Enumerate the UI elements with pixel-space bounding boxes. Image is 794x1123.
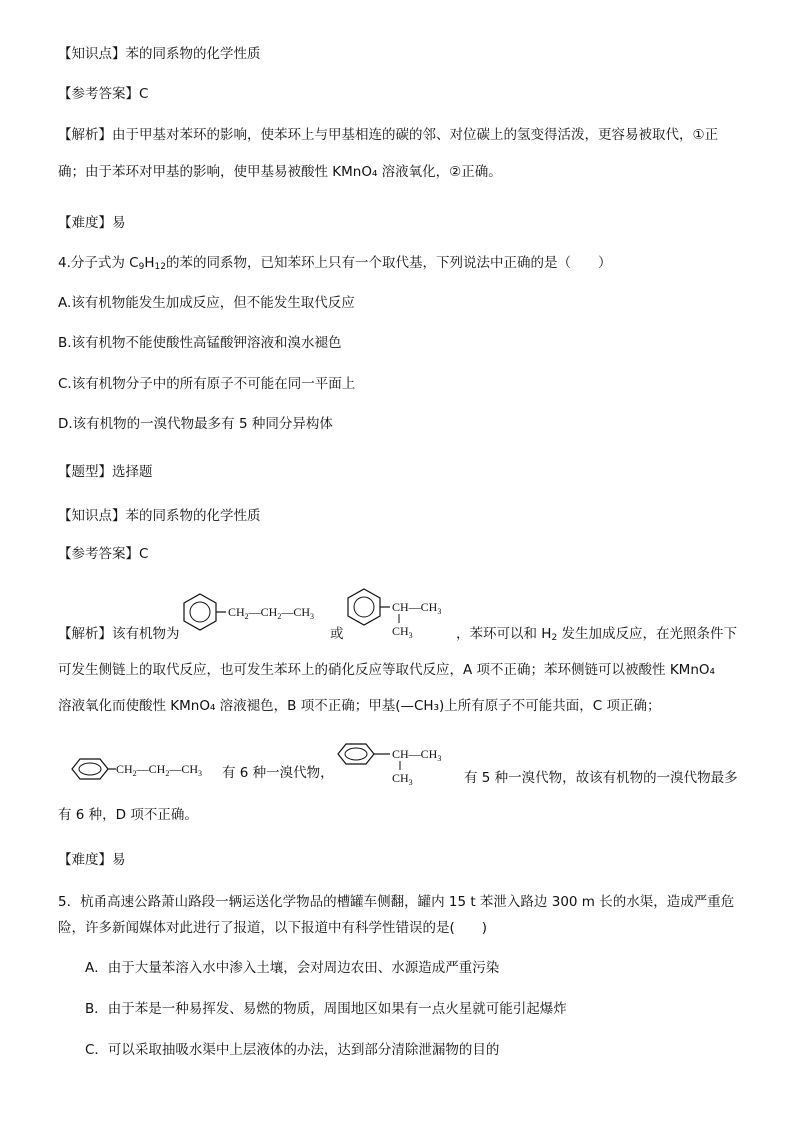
analysis-line-3: 溶液氧化而使酸性 KMnO₄ 溶液褪色，B 项不正确；甲基(—CH₃)上所有原子不可能共面，C 项正确；	[58, 698, 661, 714]
formula-text: CH	[181, 762, 199, 776]
reference-answer: 【参考答案】C	[58, 546, 149, 562]
svg-text:CH3	[392, 624, 413, 640]
isopropylbenzene-structure	[346, 585, 456, 643]
reference-answer: 【参考答案】C	[58, 86, 149, 102]
formula-text: CH	[260, 605, 278, 619]
option-c: C.该有机物分子中的所有原子不可能在同一平面上	[58, 376, 356, 392]
stem-text: H	[144, 255, 155, 271]
subscript: 2	[277, 612, 282, 621]
subscript: 3	[437, 607, 442, 616]
formula-text: CH	[392, 624, 409, 638]
propylbenzene-structure	[182, 588, 332, 640]
formula-text: CH	[420, 600, 438, 614]
analysis-five-isomers: 有 5 种一溴代物，故该有机物的一溴代物最多	[464, 770, 738, 786]
formula-text: CH	[293, 605, 311, 619]
subscript: 2	[132, 769, 137, 778]
analysis-label: 【解析】	[58, 626, 112, 642]
option-d: D.该有机物的一溴代物最多有 5 种同分异构体	[58, 416, 333, 432]
analysis-line-1	[58, 125, 718, 145]
analysis-or: 或	[330, 626, 344, 642]
svg-text:CH2—CH2—CH3: $CH_2—CH_2—CH_3$	[228, 605, 315, 621]
question-4-stem	[58, 253, 611, 277]
formula-text: CH	[228, 605, 245, 619]
question-5-stem-1: 5．杭甬高速公路萧山路段一辆运送化学物品的槽罐车侧翻，罐内 15 t 苯泄入路边 300 m 长的水渠，造成严重危	[58, 894, 735, 910]
svg-text:CH2—CH2—CH3: $CH_2—CH_2—CH_3$	[116, 762, 203, 778]
formula-text: CH	[148, 762, 166, 776]
analysis-conclusion: 有 6 种，D 项不正确。	[58, 807, 198, 823]
analysis-line-2: 可发生侧链上的取代反应，也可发生苯环上的硝化反应等取代反应，A 项不正确；苯环侧链可以被酸性 KMnO₄	[58, 662, 715, 678]
option-a: A.该有机物能发生加成反应，但不能发生取代反应	[58, 295, 355, 311]
subscript: 2	[244, 612, 249, 621]
subscript: 3	[408, 631, 413, 640]
option-a: A．由于大量苯溶入水中渗入土壤，会对周边农田、水源造成严重污染	[85, 960, 500, 976]
subscript: 3	[408, 778, 413, 787]
analysis-label: 【解析】	[58, 127, 112, 143]
analysis-line-1b	[456, 624, 737, 648]
svg-text:CH3	[392, 771, 413, 787]
analysis-line-2: 确；由于苯环对甲基的影响，使甲基易被酸性 KMnO₄ 溶液氧化，②正确。	[58, 164, 502, 180]
subscript: 2	[551, 633, 558, 643]
formula-text: CH	[392, 747, 409, 761]
propylbenzene-structure	[58, 745, 223, 795]
stem-text: 4.分子式为 C	[58, 255, 139, 271]
analysis-text: 发生加成反应，在光照条件下	[557, 626, 737, 642]
svg-text:CH—CH3: $CH—CH_3$	[392, 600, 442, 616]
formula-text: CH	[392, 600, 409, 614]
analysis-line-1	[58, 624, 180, 644]
difficulty: 【难度】易	[58, 215, 126, 231]
subscript: 2	[165, 769, 170, 778]
knowledge-point: 【知识点】苯的同系物的化学性质	[58, 46, 261, 62]
formula-text: CH	[420, 747, 438, 761]
subscript: 3	[198, 769, 203, 778]
svg-text:CH—CH3: $CH—CH_3$	[392, 747, 442, 763]
analysis-text: ，苯环可以和 H	[456, 626, 552, 642]
formula-text: CH	[116, 762, 133, 776]
subscript: 12	[154, 262, 166, 272]
subscript: 3	[437, 754, 442, 763]
isopropylbenzene-structure	[334, 728, 462, 788]
difficulty: 【难度】易	[58, 852, 126, 868]
stem-text: 的苯的同系物，已知苯环上只有一个取代基，下列说法中正确的是（ ）	[165, 255, 612, 271]
question-type: 【题型】选择题	[58, 464, 153, 480]
question-5-stem-2: 险，许多新闻媒体对此进行了报道，以下报道中有科学性错误的是( )	[58, 920, 488, 936]
formula-text: CH	[392, 771, 409, 785]
option-b: B.该有机物不能使酸性高锰酸钾溶液和溴水褪色	[58, 335, 342, 351]
analysis-text: 该有机物为	[112, 626, 180, 642]
subscript: 3	[310, 612, 315, 621]
option-b: B．由于苯是一种易挥发、易燃的物质，周围地区如果有一点火星就可能引起爆炸	[85, 1001, 567, 1017]
knowledge-point: 【知识点】苯的同系物的化学性质	[58, 508, 261, 524]
subscript: 9	[138, 262, 145, 272]
analysis-text: 由于甲基对苯环的影响，使苯环上与甲基相连的碳的邻、对位碳上的氢变得活泼，更容易被取代，①正	[112, 127, 719, 143]
option-c: C．可以采取抽吸水渠中上层液体的办法，达到部分清除泄漏物的目的	[85, 1042, 500, 1058]
analysis-six-isomers: 有 6 种一溴代物，	[222, 765, 334, 781]
